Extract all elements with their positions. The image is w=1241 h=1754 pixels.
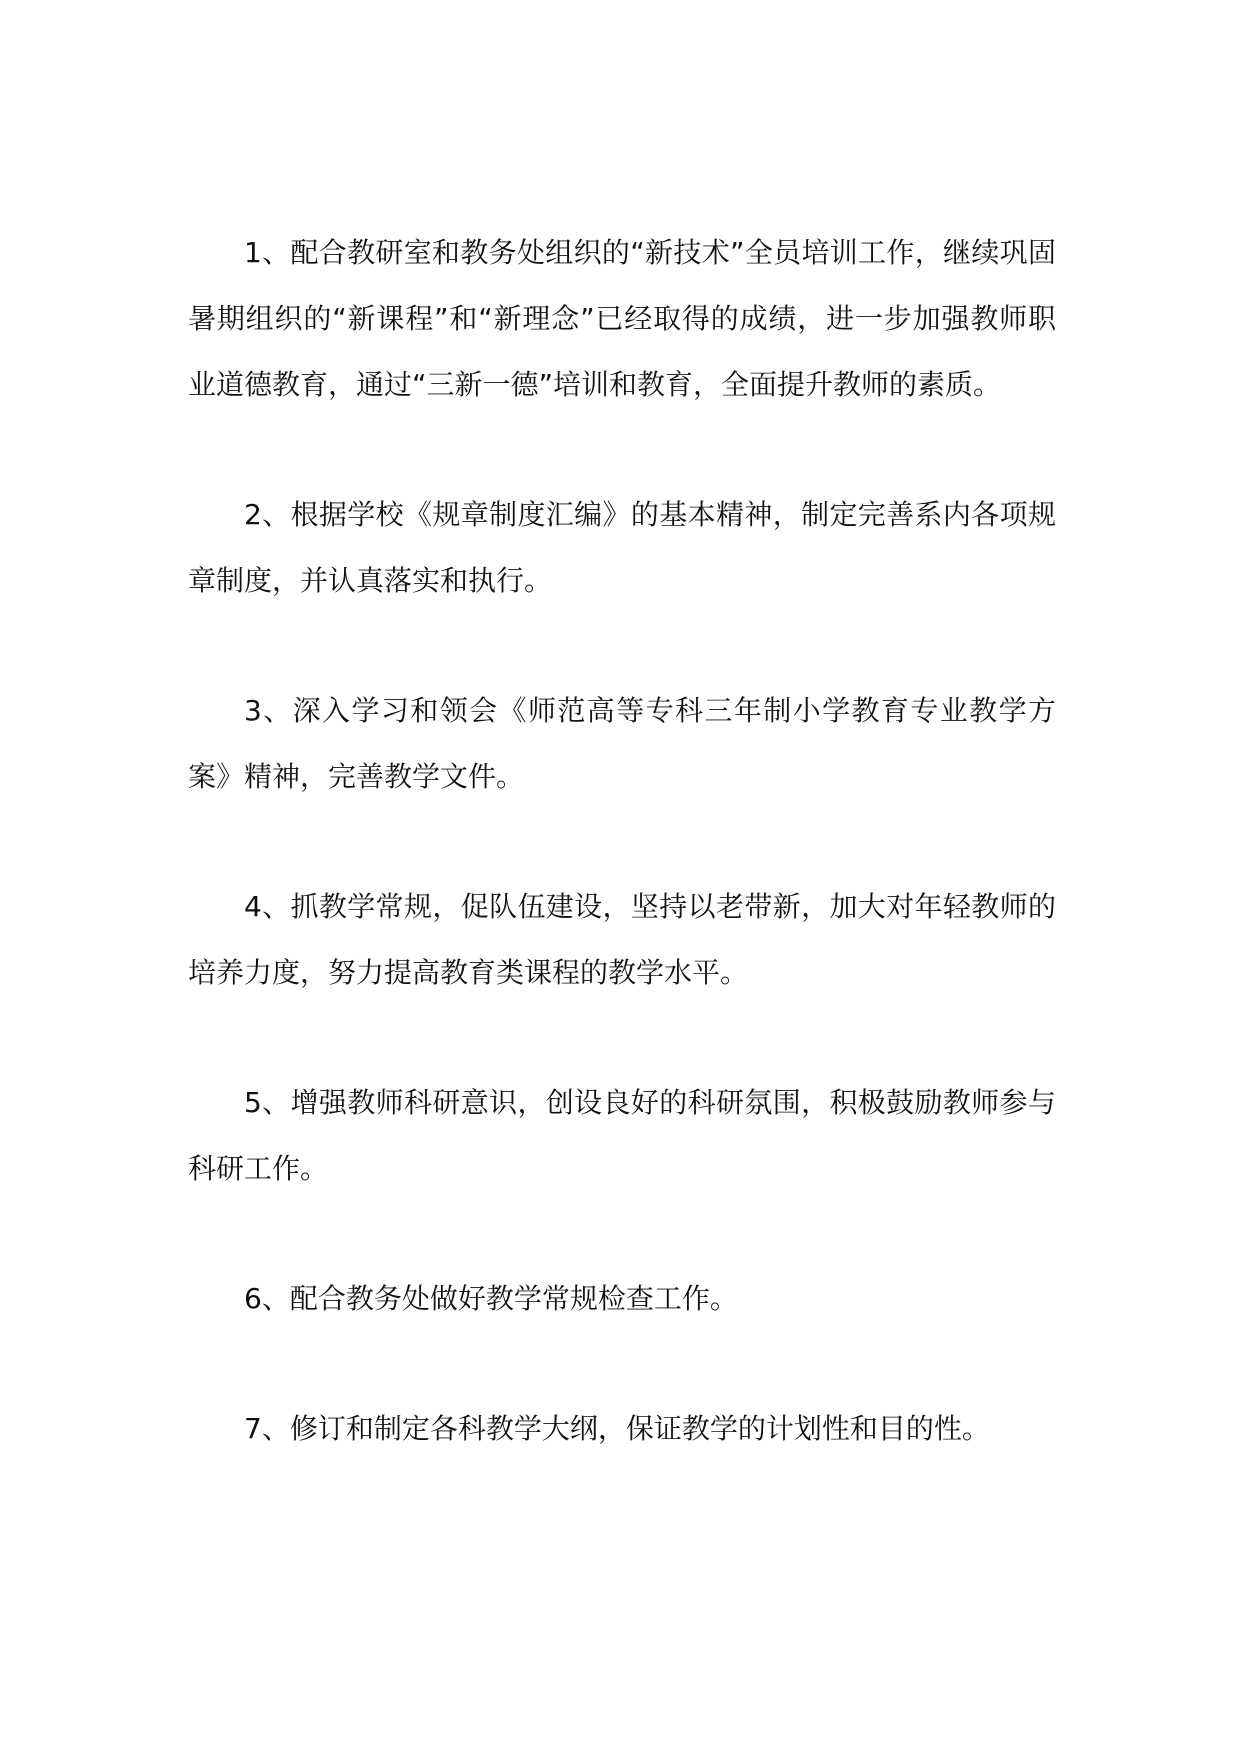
paragraph-3: 3、深入学习和领会《师范高等专科三年制小学教育专业教学方案》精神，完善教学文件。 — [188, 694, 1056, 793]
document-body — [188, 220, 1056, 1462]
paragraph-5: 5、增强教师科研意识，创设良好的科研氛围，积极鼓励教师参与科研工作。 — [188, 1086, 1056, 1185]
paragraph-1: 1、配合教研室和教务处组织的“新技术”全员培训工作，继续巩固暑期组织的“新课程”和“新理念”已经取得的成绩，进一步加强教师职业道德教育，通过“三新一德”培训和教育，全面提升教师的素质。 — [188, 236, 1056, 401]
paragraph-6: 6、配合教务处做好教学常规检查工作。 — [244, 1282, 738, 1315]
paragraph-7: 7、修订和制定各科教学大纲，保证教学的计划性和目的性。 — [244, 1412, 990, 1445]
paragraph-4: 4、抓教学常规，促队伍建设，坚持以老带新，加大对年轻教师的培养力度，努力提高教育类课程的教学水平。 — [188, 890, 1056, 989]
paragraph-2: 2、根据学校《规章制度汇编》的基本精神，制定完善系内各项规章制度，并认真落实和执行。 — [188, 498, 1056, 597]
